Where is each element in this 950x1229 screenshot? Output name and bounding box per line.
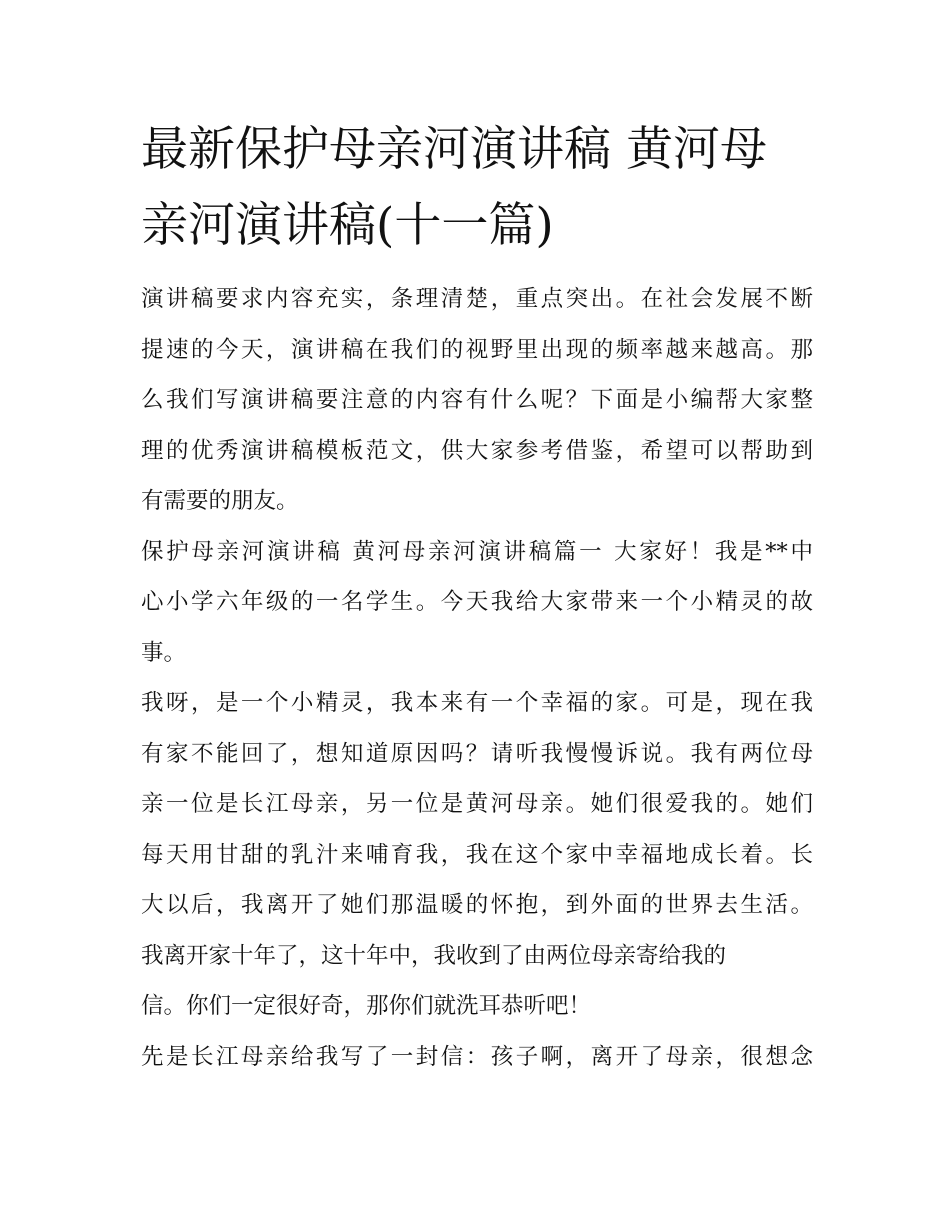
title-line-2: 亲河演讲稿(十一篇) (141, 198, 554, 253)
body-line: 大以后，我离开了她们那温暖的怀抱，到外面的世界去生活。 (141, 892, 813, 918)
body-line: 心小学六年级的一名学生。今天我给大家带来一个小精灵的故 (141, 589, 813, 615)
body-line: 理的优秀演讲稿模板范文，供大家参考借鉴，希望可以帮助到 (141, 437, 813, 464)
body-line: 提速的今天，演讲稿在我们的视野里出现的频率越来越高。那 (141, 336, 813, 363)
document-title (141, 112, 813, 264)
body-line: 么我们写演讲稿要注意的内容有什么呢？下面是小编帮大家整 (141, 387, 813, 413)
document-page (141, 112, 813, 1082)
body-line: 先是长江母亲给我写了一封信：孩子啊，离开了母亲，很想念 (141, 1043, 813, 1070)
body-line: 我呀，是一个小精灵，我本来有一个幸福的家。可是，现在我 (141, 690, 813, 716)
body-line: 信。你们一定很好奇，那你们就洗耳恭听吧！ (141, 993, 592, 1019)
body-line: 每天用甘甜的乳汁来哺育我，我在这个家中幸福地成长着。长 (141, 841, 813, 868)
body-line: 事。 (141, 639, 187, 666)
body-line: 我离开家十年了，这十年中，我收到了由两位母亲寄给我的 (141, 942, 727, 969)
title-line-1: 最新保护母亲河演讲稿 黄河母 (141, 122, 767, 177)
body-line: 有需要的朋友。 (141, 488, 299, 514)
document-body (141, 274, 813, 1082)
body-line: 有家不能回了，想知道原因吗？请听我慢慢诉说。我有两位母 (141, 740, 813, 767)
body-line: 演讲稿要求内容充实，条理清楚，重点突出。在社会发展不断 (141, 286, 813, 312)
body-line: 保护母亲河演讲稿 黄河母亲河演讲稿篇一 大家好！我是**中 (141, 538, 813, 565)
body-line: 亲一位是长江母亲，另一位是黄河母亲。她们很爱我的。她们 (141, 791, 813, 817)
